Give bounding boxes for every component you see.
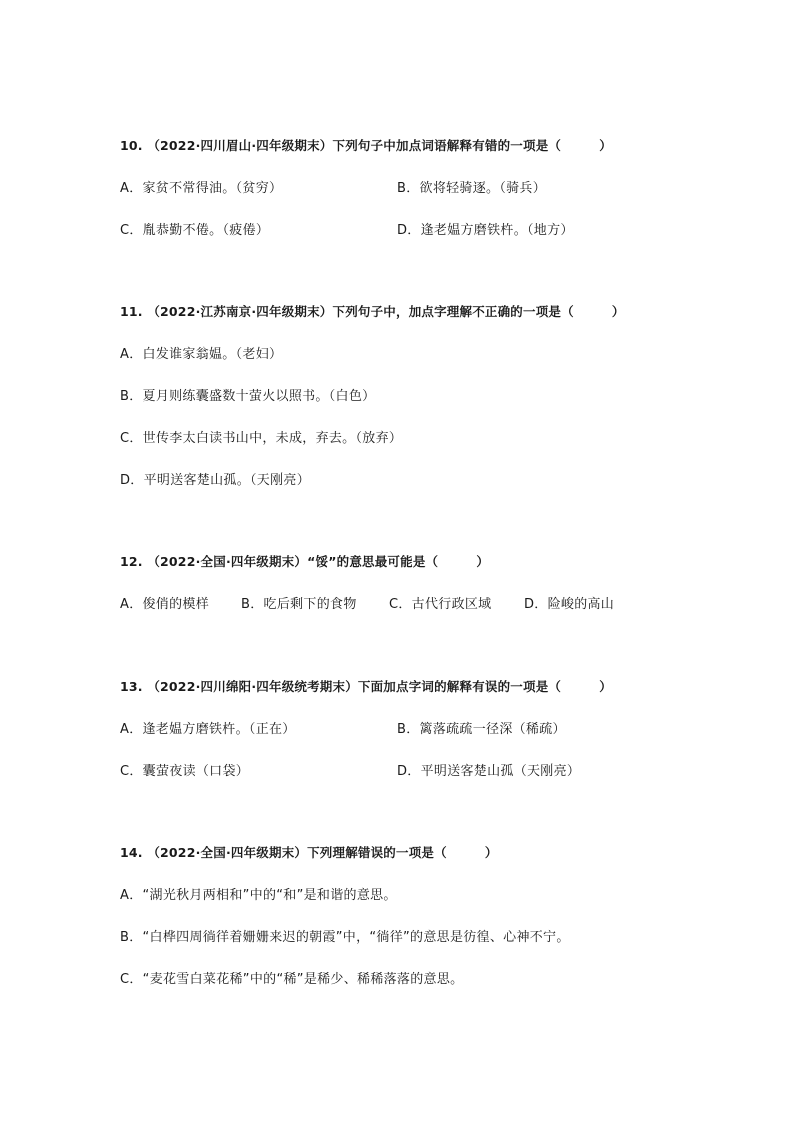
question-text: （2022·全国·四年级期末）“馁”的意思最可能是（ ）	[147, 554, 490, 569]
question-number: 11.	[120, 304, 143, 319]
question-11-header	[120, 302, 625, 320]
option-a[interactable]: A．俊俏的模样	[120, 597, 209, 612]
question-number: 14.	[120, 845, 143, 860]
question-text: （2022·全国·四年级期末）下列理解错误的一项是（ ）	[147, 845, 498, 860]
option-c[interactable]: C．“麦花雪白菜花稀”中的“稀”是稀少、稀稀落落的意思。	[120, 972, 464, 987]
question-text: （2022·四川绵阳·四年级统考期末）下面加点字词的解释有误的一项是（ ）	[147, 679, 612, 694]
option-b[interactable]: B．篱落疏疏一径深（稀疏）	[397, 722, 566, 737]
question-12-header	[120, 552, 489, 570]
option-d[interactable]: D．险峻的高山	[524, 597, 615, 612]
question-text: （2022·四川眉山·四年级期末）下列句子中加点词语解释有错的一项是（ ）	[147, 138, 612, 153]
option-d[interactable]: D．平明送客楚山孤。（天刚亮）	[120, 473, 311, 488]
option-a[interactable]: A．白发谁家翁媪。（老妇）	[120, 347, 283, 362]
option-a[interactable]: A．家贫不常得油。（贫穷）	[120, 181, 283, 196]
option-c[interactable]: C．胤恭勤不倦。（疲倦）	[120, 223, 270, 238]
question-number: 12.	[120, 554, 143, 569]
question-14-header	[120, 843, 498, 861]
option-d[interactable]: D．平明送客楚山孤（天刚亮）	[397, 764, 581, 779]
question-10-header	[120, 136, 612, 154]
option-b[interactable]: B．吃后剩下的食物	[241, 597, 357, 612]
option-b[interactable]: B．“白桦四周徜徉着姗姗来迟的朝霞”中，“徜徉”的意思是彷徨、心神不宁。	[120, 930, 570, 945]
question-number: 10.	[120, 138, 143, 153]
option-a[interactable]: A．逢老媪方磨铁杵。（正在）	[120, 722, 296, 737]
option-d[interactable]: D．逢老媪方磨铁杵。（地方）	[397, 223, 574, 238]
option-c[interactable]: C．囊萤夜读（口袋）	[120, 764, 250, 779]
question-text: （2022·江苏南京·四年级期末）下列句子中，加点字理解不正确的一项是（ ）	[147, 304, 625, 319]
option-b[interactable]: B．欲将轻骑逐。（骑兵）	[397, 181, 547, 196]
option-a[interactable]: A．“湖光秋月两相和”中的“和”是和谐的意思。	[120, 888, 397, 903]
question-13-header	[120, 677, 612, 695]
question-number: 13.	[120, 679, 143, 694]
option-c[interactable]: C．世传李太白读书山中，未成，弃去。（放弃）	[120, 431, 403, 446]
option-b[interactable]: B．夏月则练囊盛数十萤火以照书。（白色）	[120, 389, 376, 404]
option-c[interactable]: C．古代行政区域	[389, 597, 492, 612]
